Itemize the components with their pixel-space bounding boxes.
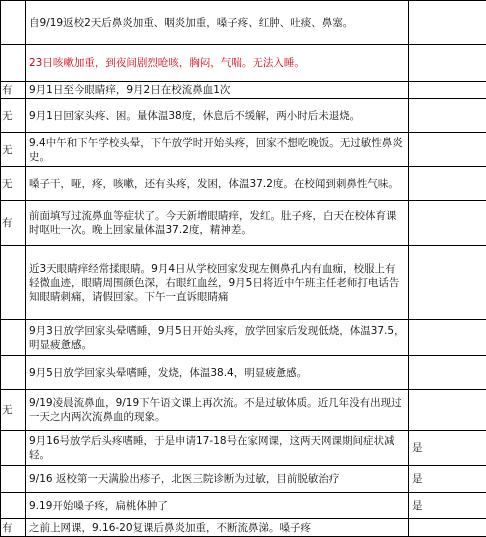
cell-confirm [409, 1, 486, 45]
cell-symptom-note: 近3天眼睛痒经常揉眼睛。9月4日从学校回家发现左侧鼻孔内有血痂，校服上有轻微血迹，眼睛周围颜色深，右眼红血丝，9月5日将近中午班主任老师打电话告知眼睛刺痛，请假回家。下午一直诉眼睛痛 [26, 246, 409, 320]
cell-flag: 有 [1, 82, 26, 99]
cell-confirm: 是 [409, 493, 486, 519]
table-row [1, 320, 486, 356]
cell-flag [1, 320, 26, 356]
cell-confirm [409, 133, 486, 167]
cell-confirm [409, 201, 486, 246]
cell-flag [1, 45, 26, 82]
cell-symptom-note: 9月1日至今眼睛痒，9月2日在校流鼻血1次 [26, 82, 409, 99]
cell-confirm [409, 519, 486, 537]
cell-flag [1, 466, 26, 493]
cell-symptom-note: 9.19开始嗓子疼，扁桃体肿了 [26, 493, 409, 519]
cell-symptom-note: 之前上网课，9.16-20复课后鼻炎加重，不断流鼻涕。嗓子疼 [26, 519, 409, 537]
table-row [1, 201, 486, 246]
cell-confirm [409, 45, 486, 82]
cell-symptom-note: 9/19凌晨流鼻血，9/19下午语文课上再次流。不是过敏体质。近几年没有出现过一天之内两次流鼻血的现象。 [26, 390, 409, 431]
cell-flag: 有 [1, 519, 26, 537]
table-row [1, 82, 486, 99]
cell-symptom-note: 9月5日放学回家头晕嗜睡，发烧，体温38.4，明显疲惫感。 [26, 356, 409, 390]
cell-flag [1, 493, 26, 519]
cell-symptom-note: 9月1日回家头疼、困。量体温38度，休息后不缓解，两小时后未退烧。 [26, 99, 409, 133]
table-row [1, 493, 486, 519]
cell-flag: 无 [1, 133, 26, 167]
cell-confirm [409, 167, 486, 201]
cell-flag [1, 1, 26, 45]
cell-flag: 有 [1, 201, 26, 246]
table-row [1, 45, 486, 82]
cell-symptom-note: 嗓子干，哑，疼，咳嗽，还有头疼，发困，体温37.2度。在校闻到刺鼻性气味。 [26, 167, 409, 201]
cell-confirm [409, 246, 486, 320]
table-row [1, 246, 486, 320]
table-row [1, 133, 486, 167]
table-row [1, 431, 486, 466]
cell-flag [1, 246, 26, 320]
cell-flag [1, 356, 26, 390]
table-row [1, 356, 486, 390]
cell-confirm: 是 [409, 431, 486, 466]
cell-flag: 无 [1, 167, 26, 201]
table-row [1, 167, 486, 201]
cell-confirm [409, 320, 486, 356]
table-row [1, 519, 486, 537]
cell-flag: 无 [1, 99, 26, 133]
cell-symptom-note: 9/16 返校第一天满脸出疹子，北医三院诊断为过敏，目前脱敏治疗 [26, 466, 409, 493]
cell-flag [1, 431, 26, 466]
cell-confirm: 是 [409, 466, 486, 493]
table-row [1, 466, 486, 493]
cell-symptom-note: 自9/19返校2天后鼻炎加重、咽炎加重，嗓子疼、红肿、吐痰、鼻塞。 [26, 1, 409, 45]
cell-flag: 无 [1, 390, 26, 431]
cell-confirm [409, 82, 486, 99]
cell-symptom-note: 9月3日放学回家头晕嗜睡，9月5日开始头疼，放学回家后发现低烧，体温37.5，明显疲惫感。 [26, 320, 409, 356]
cell-symptom-note: 9.4中午和下午学校头晕，下午放学时开始头疼，回家不想吃晚饭。无过敏性鼻炎史。 [26, 133, 409, 167]
table-row [1, 1, 486, 45]
cell-confirm [409, 390, 486, 431]
cell-symptom-note: 9月16号放学后头疼嗜睡，于是申请17-18号在家网课，这两天网课期间症状减轻。 [26, 431, 409, 466]
table-row [1, 99, 486, 133]
cell-symptom-note: 前面填写过流鼻血等症状了。今天新增眼睛痒，发红。肚子疼，白天在校体育课时呕吐一次。晚上回家量体温37.2度，精神差。 [26, 201, 409, 246]
cell-symptom-note: 23日咳嗽加重，到夜间剧烈呛咳，胸闷，气喘。无法入睡。 [26, 45, 409, 82]
cell-confirm [409, 356, 486, 390]
cell-confirm [409, 99, 486, 133]
table-row [1, 390, 486, 431]
